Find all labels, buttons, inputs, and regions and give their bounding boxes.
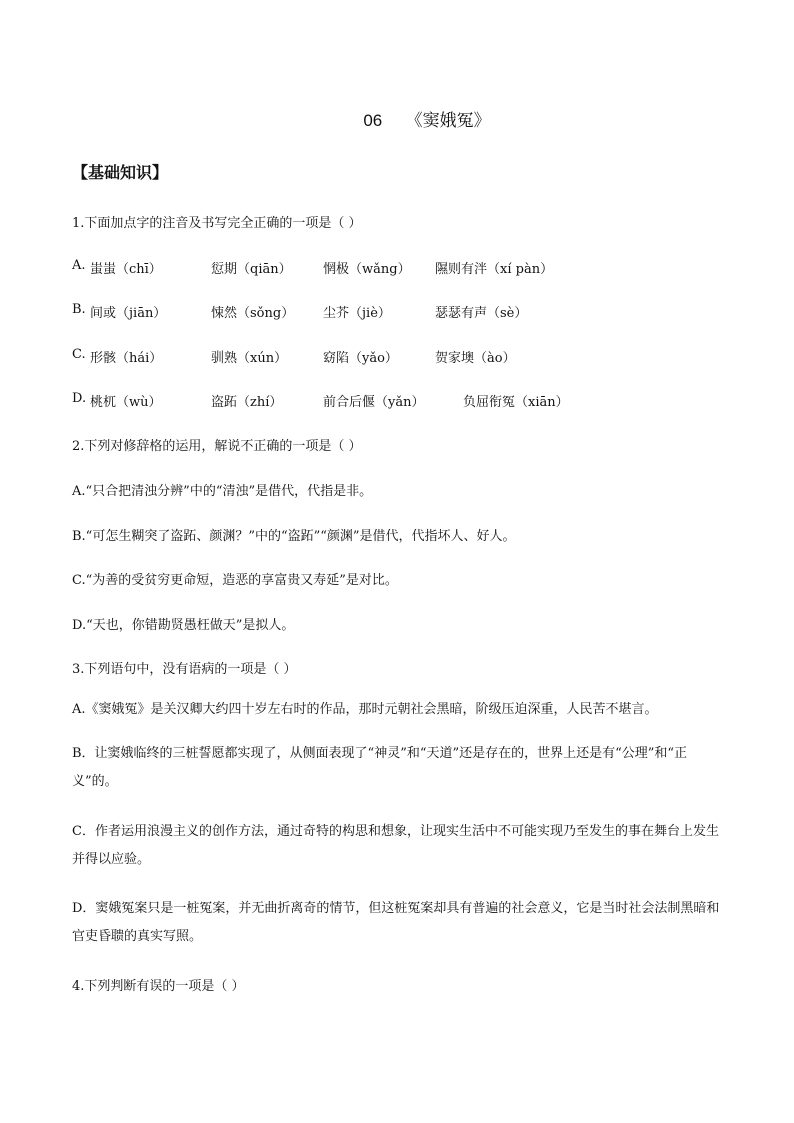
option-item: 驯熟（xún） [211,351,288,366]
question-3-option-c: C．作者运用浪漫主义的创作方法，通过奇特的构思和想象，让现实生活中不可能实现乃至发生的事在舞台上发生并得以应验。 [72,824,719,867]
question-3-option-a: A.《窦娥冤》是关汉卿大约四十岁左右时的作品，那时元朝社会黑暗，阶级压迫深重，人民苦不堪言。 [72,702,658,717]
question-2-stem: 2.下列对修辞格的运用，解说不正确的一项是（ ） [72,439,362,454]
option-letter: A. [72,258,86,273]
option-item: 悚然（sǒng） [211,306,295,321]
option-item: 贺家墺（ào） [435,351,516,366]
option-item: 桃杌（wù） [90,395,162,410]
question-3-stem: 3.下列语句中，没有语病的一项是（ ） [72,662,297,677]
question-4-stem: 4.下列判断有误的一项是（ ） [72,979,245,994]
title-text: 《窦娥冤》 [405,111,491,131]
option-item: 尘芥（jiè） [323,306,391,321]
option-item: 瑟瑟有声（sè） [435,306,528,321]
question-3-option-d: D．窦娥冤案只是一桩冤案，并无曲折离奇的情节，但这桩冤案却具有普遍的社会意义，它是当时社会法制黑暗和官吏昏聩的真实写照。 [72,901,720,944]
document-title [0,106,794,131]
option-item: 负屈衔冤（xiān） [463,395,569,410]
section-heading: 【基础知识】 [72,163,169,182]
option-item: 形骸（hái） [90,351,163,366]
question-3-option-b: B．让窦娥临终的三桩誓愿都实现了，从侧面表现了“神灵”和“天道”还是存在的，世界上还是有“公理”和“正义”的。 [72,746,688,789]
option-item: 前合后偃（yǎn） [323,395,425,410]
question-2-option-b: B.“可怎生糊突了盗跖、颜渊？”中的“盗跖”“颜渊”是借代，代指坏人、好人。 [72,529,516,544]
question-2-option-c: C.“为善的受贫穷更命短，造恶的享富贵又寿延”是对比。 [72,573,398,588]
title-number: 06 [363,111,383,130]
option-item: 惘极（wǎng） [323,262,411,277]
question-2-option-d: D.“天也，你错勘贤愚枉做天”是拟人。 [72,618,295,633]
option-letter: D. [72,391,87,406]
option-item: 隰则有泮（xí pàn） [435,262,554,277]
option-letter: B. [72,302,86,317]
option-item: 窈陷（yǎo） [323,351,398,366]
option-item: 蚩蚩（chī） [90,262,162,277]
question-2-option-a: A.“只合把清浊分辨”中的“清浊”是借代，代指是非。 [72,484,373,499]
option-item: 愆期（qiān） [211,262,292,277]
option-item: 盗跖（zhí） [211,395,283,410]
question-1-stem: 1.下面加点字的注音及书写完全正确的一项是（ ） [72,216,362,231]
option-item: 间或（jiān） [90,306,167,321]
option-letter: C. [72,347,86,362]
